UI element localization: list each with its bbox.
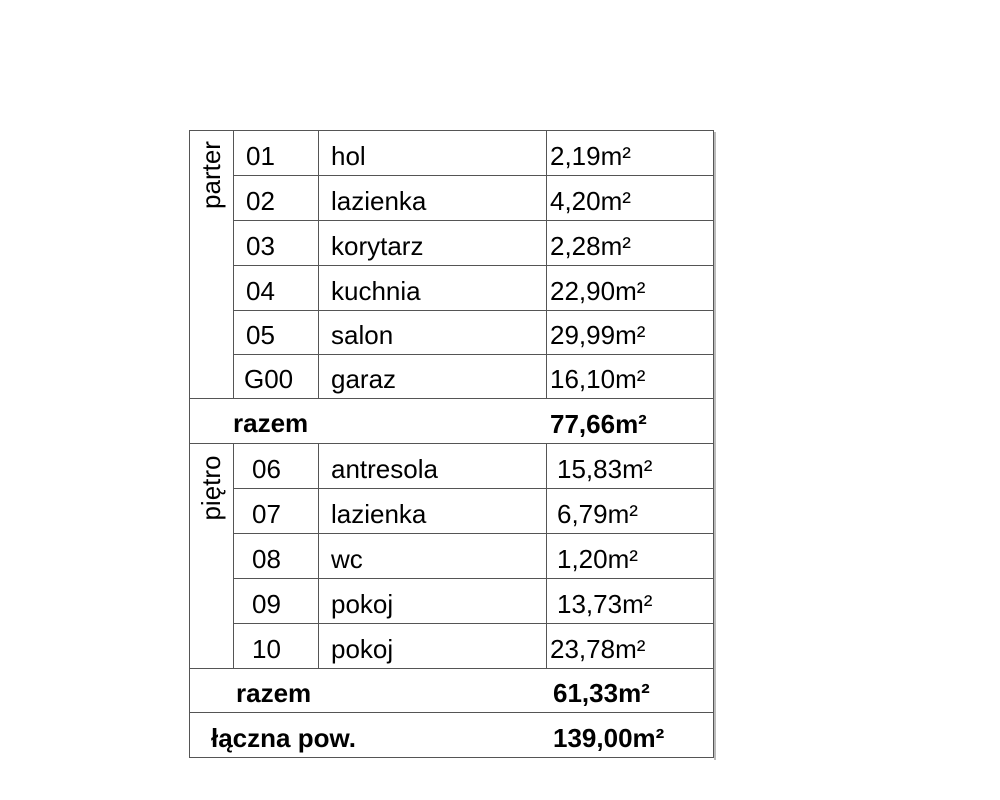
table-border-top	[189, 130, 714, 131]
section-total-area: 61,33m²	[553, 678, 650, 708]
divider	[189, 668, 714, 669]
section-label-parter: parter	[196, 141, 226, 209]
room-name: antresola	[331, 454, 438, 484]
room-name: hol	[331, 141, 366, 171]
room-area: 16,10m²	[550, 364, 646, 394]
room-name: wc	[331, 544, 363, 574]
room-number: 09	[252, 589, 281, 619]
divider	[233, 354, 713, 355]
room-area: 2,28m²	[550, 231, 631, 261]
grand-total-area: 139,00m²	[553, 723, 665, 753]
room-name: pokoj	[331, 589, 394, 619]
room-name: lazienka	[331, 186, 427, 216]
room-area: 13,73m²	[557, 589, 653, 619]
divider	[189, 398, 714, 399]
divider	[318, 443, 319, 668]
divider	[233, 533, 713, 534]
room-area: 6,79m²	[557, 499, 638, 529]
room-number: 07	[252, 499, 281, 529]
divider	[233, 130, 234, 398]
room-number: 10	[252, 634, 281, 664]
table-border-bottom	[189, 757, 714, 758]
divider	[233, 265, 713, 266]
section-total-area: 77,66m²	[550, 409, 647, 439]
room-area: 29,99m²	[550, 320, 646, 350]
room-name: korytarz	[331, 231, 424, 261]
divider	[233, 310, 713, 311]
section-total-label: razem	[233, 408, 309, 438]
divider	[233, 220, 713, 221]
room-area: 2,19m²	[550, 141, 631, 171]
room-name: pokoj	[331, 634, 394, 664]
divider	[546, 443, 547, 668]
divider	[233, 175, 713, 176]
divider	[189, 712, 714, 713]
room-name: garaz	[331, 364, 397, 394]
room-area: 4,20m²	[550, 186, 631, 216]
room-name: salon	[331, 320, 394, 350]
room-number: 01	[246, 141, 275, 171]
room-area: 1,20m²	[557, 544, 638, 574]
room-number: 02	[246, 186, 275, 216]
divider	[318, 130, 319, 398]
room-area: 23,78m²	[550, 634, 646, 664]
table-border-left	[189, 130, 190, 758]
section-total-label: razem	[236, 678, 312, 708]
room-area: 22,90m²	[550, 276, 646, 306]
room-number: 05	[246, 320, 275, 350]
divider	[233, 488, 713, 489]
divider	[233, 623, 713, 624]
room-number: 06	[252, 454, 281, 484]
table-shadow	[714, 132, 716, 760]
divider	[546, 130, 547, 398]
section-label-pietro: piętro	[196, 455, 226, 521]
room-number: 03	[246, 231, 275, 261]
divider	[233, 578, 713, 579]
room-number: 04	[246, 276, 275, 306]
room-name: kuchnia	[331, 276, 421, 306]
grand-total-label: łączna pow.	[211, 723, 356, 753]
divider	[233, 443, 234, 668]
room-area: 15,83m²	[557, 454, 653, 484]
room-number: G00	[244, 364, 294, 394]
room-name: lazienka	[331, 499, 427, 529]
divider	[189, 443, 714, 444]
room-number: 08	[252, 544, 281, 574]
